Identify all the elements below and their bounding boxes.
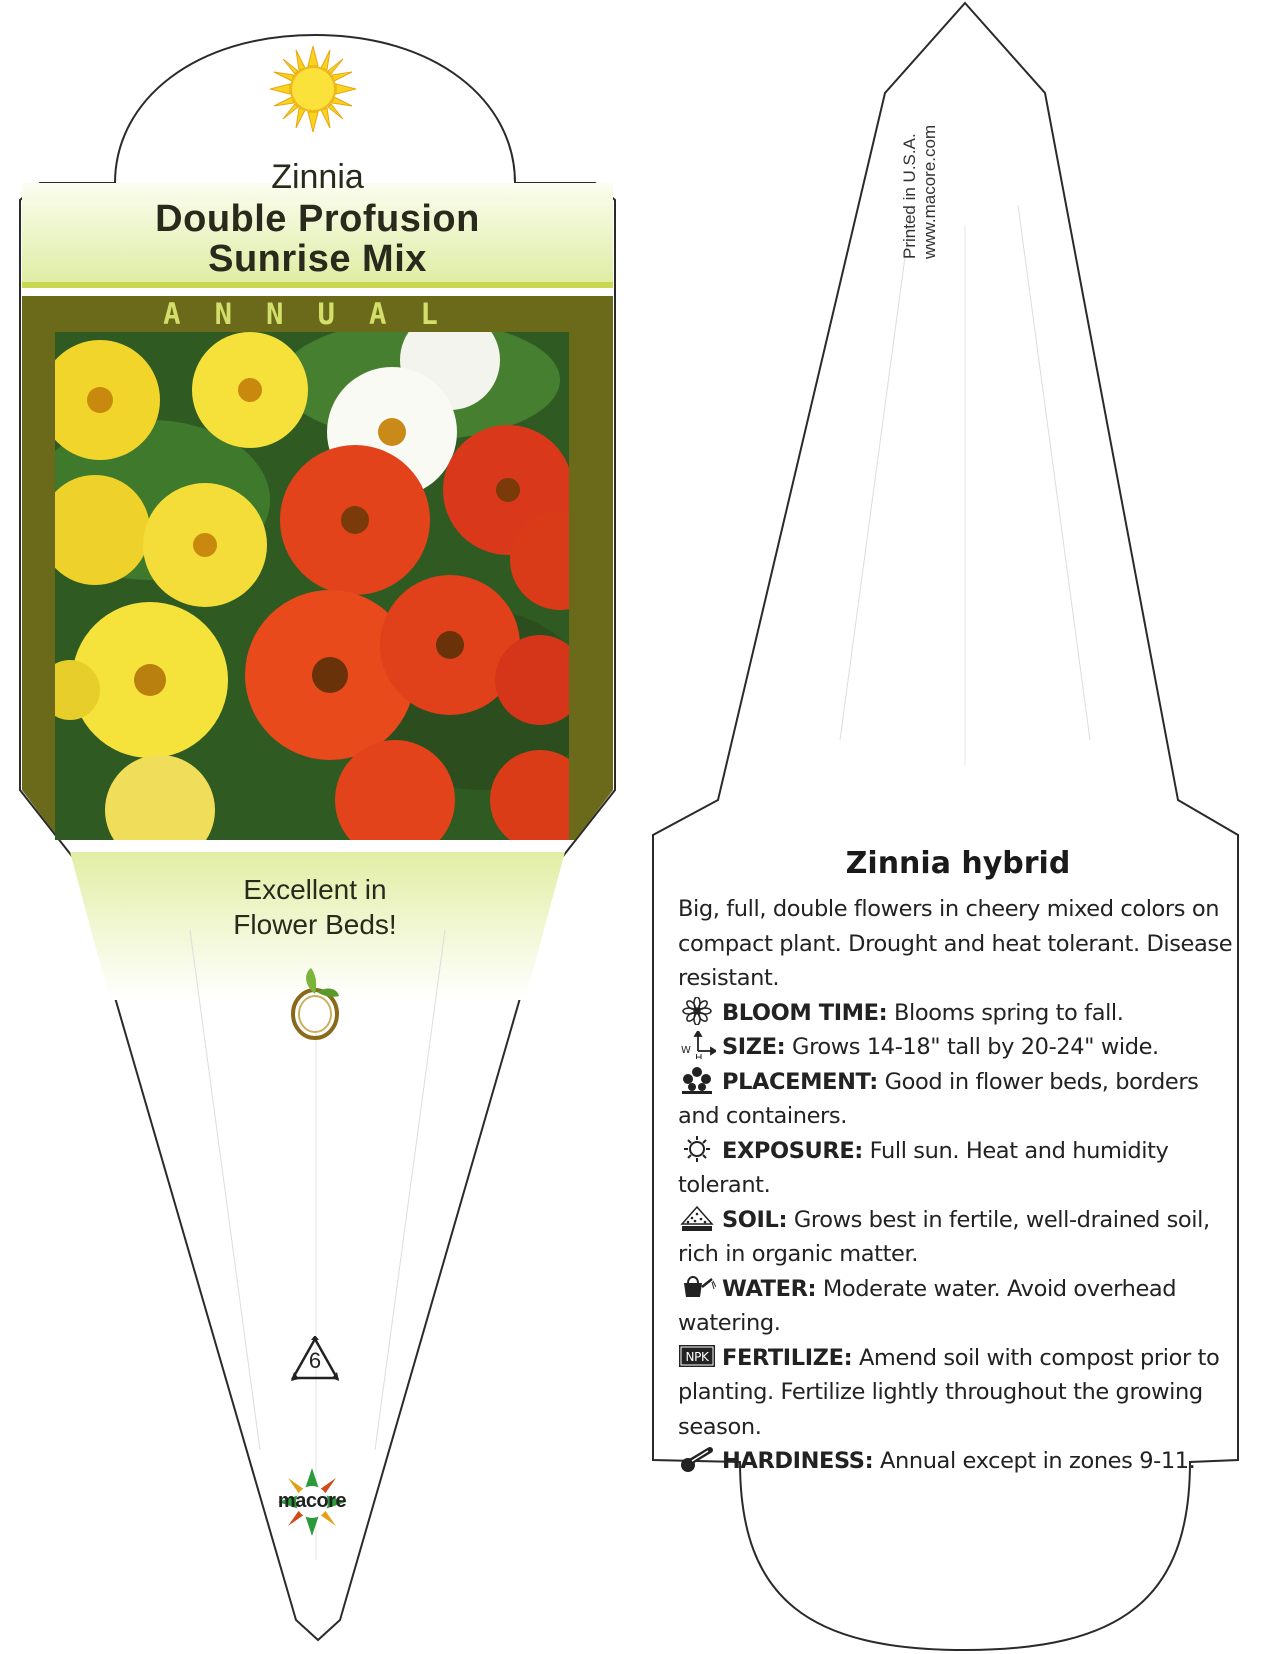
tagline-line: Flower Beds! xyxy=(233,909,397,940)
tagline xyxy=(80,872,550,942)
placement-icon xyxy=(678,1066,716,1094)
plant-variety: Sunrise Mix xyxy=(208,238,427,280)
attr-water xyxy=(678,1272,1238,1341)
size-h: H xyxy=(695,1053,703,1059)
recycle-symbol xyxy=(289,1336,341,1384)
attr-size xyxy=(678,1030,1238,1065)
attr-placement xyxy=(678,1065,1238,1134)
attr-label: BLOOM TIME: xyxy=(722,999,888,1026)
attr-label: WATER: xyxy=(722,1275,817,1302)
attr-value: Good in flower beds, borders and containers. xyxy=(678,1068,1199,1129)
sun-exposure-icon xyxy=(678,1135,716,1163)
care-info xyxy=(678,892,1238,1479)
sun-icon xyxy=(268,44,358,134)
back-title: Zinnia hybrid xyxy=(845,846,1071,881)
banner-divider xyxy=(22,282,613,288)
brand-name: macore xyxy=(277,1490,347,1512)
npk-icon xyxy=(678,1342,716,1370)
size-icon xyxy=(678,1031,716,1059)
printed-info xyxy=(900,54,960,259)
watering-can-icon xyxy=(678,1273,716,1301)
attr-exposure xyxy=(678,1134,1238,1203)
soil-icon xyxy=(678,1204,716,1232)
tagline-line: Excellent in xyxy=(243,874,387,905)
attr-label: FERTILIZE: xyxy=(722,1344,853,1371)
attr-hardiness xyxy=(678,1444,1238,1479)
attr-label: HARDINESS: xyxy=(722,1448,874,1474)
description: Big, full, double flowers in cheery mixed colors on compact plant. Drought and heat tolerant. Disease resistant. xyxy=(678,896,1233,991)
flower-icon xyxy=(678,997,716,1025)
thermometer-icon xyxy=(678,1445,716,1473)
plant-category: ANNUAL xyxy=(163,297,472,331)
printed-website: www.macore.com xyxy=(920,124,939,259)
attr-soil xyxy=(678,1203,1238,1272)
attr-value: Annual except in zones 9-11. xyxy=(879,1448,1196,1474)
zinnia-photo xyxy=(30,310,610,865)
seed-logo-icon xyxy=(287,966,343,1042)
attr-label: EXPOSURE: xyxy=(722,1137,863,1164)
attr-bloom-time xyxy=(678,996,1238,1031)
npk-text: NPK xyxy=(685,1349,709,1364)
attr-value: Blooms spring to fall. xyxy=(894,999,1124,1026)
attr-value: Grows 14-18" tall by 20-24" wide. xyxy=(792,1034,1159,1060)
printed-origin: Printed in U.S.A. xyxy=(900,133,919,259)
attr-label: PLACEMENT: xyxy=(722,1068,878,1095)
plant-genus: Zinnia xyxy=(271,158,364,196)
macore-logo xyxy=(272,1466,352,1538)
attr-value: Grows best in fertile, well-drained soil, rich in organic matter. xyxy=(678,1206,1210,1267)
attr-fertilize xyxy=(678,1341,1238,1445)
attr-value: Amend soil with compost prior to planting. Fertilize lightly throughout the growing season. xyxy=(678,1344,1220,1440)
attr-value: Moderate water. Avoid overhead watering. xyxy=(678,1275,1177,1336)
attr-label: SIZE: xyxy=(722,1034,786,1060)
size-w: W xyxy=(681,1045,691,1056)
recycle-number: 6 xyxy=(308,1348,322,1373)
plant-series: Double Profusion xyxy=(155,198,480,240)
attr-label: SOIL: xyxy=(722,1206,788,1233)
attr-value: Full sun. Heat and humidity tolerant. xyxy=(678,1137,1169,1198)
